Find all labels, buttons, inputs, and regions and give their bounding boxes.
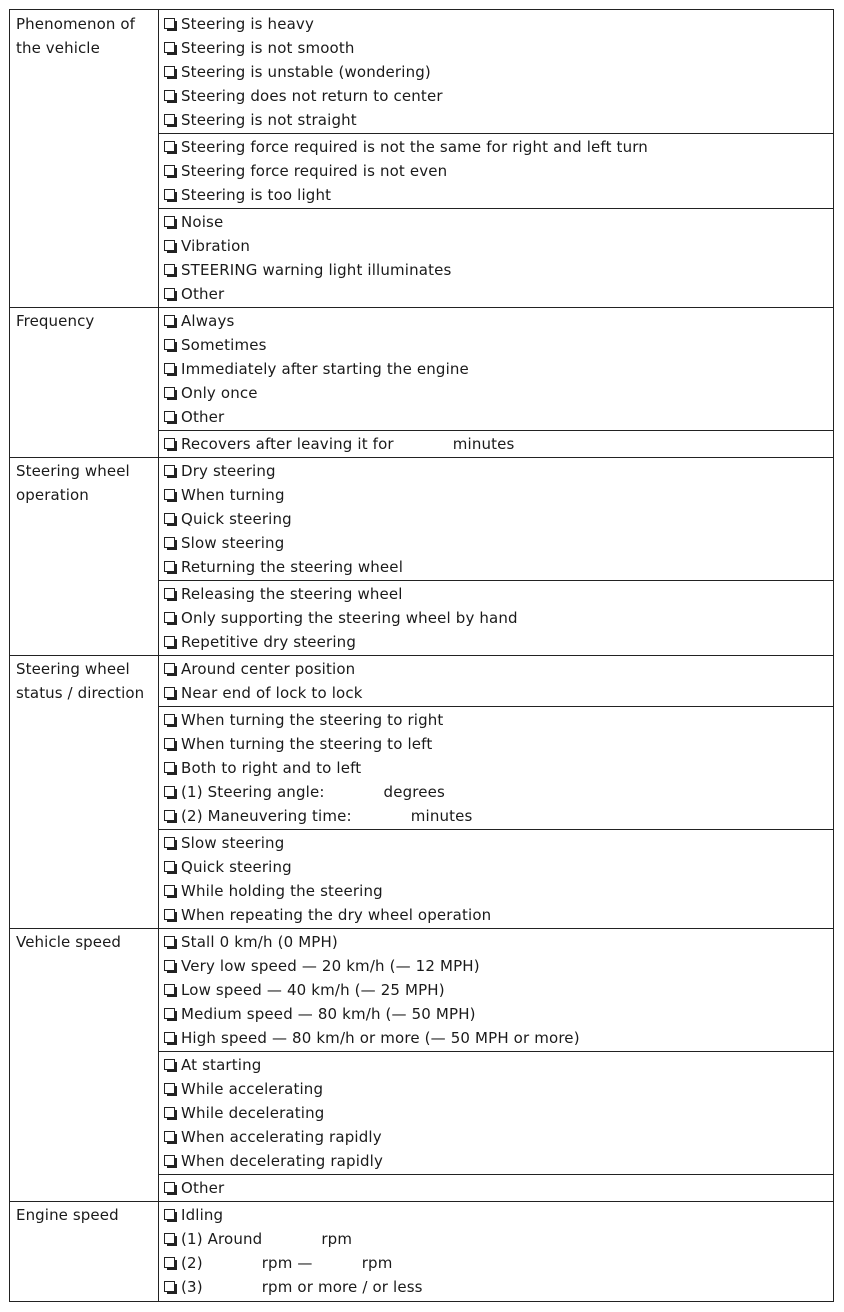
checkbox-icon[interactable]: [164, 984, 175, 995]
checkbox-option[interactable]: [163, 831, 284, 855]
checkbox-icon[interactable]: [164, 687, 175, 698]
category-label: Vehicle speed: [16, 933, 122, 951]
category-label: Steering wheel status / direction: [16, 660, 145, 702]
category-label: Phenomenon of the vehicle: [16, 15, 136, 57]
checkbox-option[interactable]: [163, 36, 355, 60]
section-divider: [10, 457, 833, 458]
checkbox-option[interactable]: [163, 855, 292, 879]
checkbox-icon[interactable]: [164, 489, 175, 500]
checkbox-option[interactable]: [163, 159, 447, 183]
option-label: Steering is too light: [181, 186, 332, 204]
checkbox-icon[interactable]: [164, 1257, 175, 1268]
checkbox-icon[interactable]: [164, 612, 175, 623]
checkbox-option[interactable]: [163, 459, 276, 483]
checkbox-icon[interactable]: [164, 438, 175, 449]
option-label: Only supporting the steering wheel by hand: [181, 609, 518, 627]
option-label: While decelerating: [181, 1104, 325, 1122]
checkbox-option[interactable]: [163, 903, 491, 927]
checkbox-icon[interactable]: [164, 663, 175, 674]
diagnosis-check-sheet: [9, 9, 834, 1302]
option-label: When repeating the dry wheel operation: [181, 906, 492, 924]
checkbox-option[interactable]: [163, 531, 284, 555]
checkbox-icon[interactable]: [164, 513, 175, 524]
checkbox-icon[interactable]: [164, 960, 175, 971]
checkbox-option[interactable]: [163, 60, 431, 84]
group-divider: [158, 133, 833, 134]
checkbox-option[interactable]: [163, 708, 443, 732]
option-label: Immediately after starting the engine: [181, 360, 469, 378]
checkbox-icon[interactable]: [164, 363, 175, 374]
group-divider: [158, 208, 833, 209]
checkbox-option[interactable]: [163, 84, 443, 108]
checkbox-icon[interactable]: [164, 90, 175, 101]
option-label: Repetitive dry steering: [181, 633, 356, 651]
option-label: Idling: [181, 1206, 224, 1224]
checkbox-icon[interactable]: [164, 240, 175, 251]
checkbox-option[interactable]: [163, 381, 258, 405]
option-label: Dry steering: [181, 462, 276, 480]
checkbox-icon[interactable]: [164, 1233, 175, 1244]
option-label: When decelerating rapidly: [181, 1152, 384, 1170]
option-label: Releasing the steering wheel: [181, 585, 403, 603]
checkbox-icon[interactable]: [164, 786, 175, 797]
option-label: Steering is not smooth: [181, 39, 355, 57]
option-label: Always: [181, 312, 235, 330]
checkbox-icon[interactable]: [164, 1155, 175, 1166]
group-divider: [158, 1051, 833, 1052]
checkbox-icon[interactable]: [164, 909, 175, 920]
section-divider: [10, 928, 833, 929]
option-label: Medium speed — 80 km/h (— 50 MPH): [181, 1005, 476, 1023]
option-label: Steering force required is not even: [181, 162, 448, 180]
option-label: Quick steering: [181, 858, 292, 876]
option-label: Near end of lock to lock: [181, 684, 363, 702]
checkbox-option[interactable]: [163, 1053, 261, 1077]
option-label: (3) rpm or more / or less: [181, 1278, 423, 1296]
checkbox-option[interactable]: [163, 630, 356, 654]
checkbox-option[interactable]: [163, 183, 331, 207]
option-label: High speed — 80 km/h or more (— 50 MPH or more): [181, 1029, 580, 1047]
checkbox-icon[interactable]: [164, 264, 175, 275]
checkbox-icon[interactable]: [164, 18, 175, 29]
checkbox-icon[interactable]: [164, 42, 175, 53]
checkbox-icon[interactable]: [164, 810, 175, 821]
checkbox-option[interactable]: [163, 582, 403, 606]
checkbox-icon[interactable]: [164, 411, 175, 422]
option-label: Other: [181, 408, 225, 426]
checkbox-option[interactable]: [163, 210, 223, 234]
option-label: While holding the steering: [181, 882, 383, 900]
checkbox-icon[interactable]: [164, 588, 175, 599]
option-label: Steering force required is not the same for right and left turn: [181, 138, 648, 156]
option-label: Only once: [181, 384, 258, 402]
option-label: Slow steering: [181, 834, 285, 852]
option-label: While accelerating: [181, 1080, 324, 1098]
checkbox-icon[interactable]: [164, 1059, 175, 1070]
option-label: Very low speed — 20 km/h (— 12 MPH): [181, 957, 480, 975]
checkbox-option[interactable]: [163, 732, 432, 756]
option-label: Slow steering: [181, 534, 285, 552]
option-label: Steering is unstable (wondering): [181, 63, 431, 81]
option-label: At starting: [181, 1056, 262, 1074]
checkbox-option[interactable]: [163, 333, 267, 357]
checkbox-icon[interactable]: [164, 738, 175, 749]
category-label: Engine speed: [16, 1206, 119, 1224]
option-label: Other: [181, 1179, 225, 1197]
group-divider: [158, 829, 833, 830]
checkbox-icon[interactable]: [164, 861, 175, 872]
checkbox-option[interactable]: [163, 978, 445, 1002]
checkbox-icon[interactable]: [164, 1209, 175, 1220]
section-divider: [10, 307, 833, 308]
checkbox-option[interactable]: [163, 1203, 223, 1227]
checkbox-icon[interactable]: [164, 189, 175, 200]
checkbox-icon[interactable]: [164, 885, 175, 896]
category-label: Steering wheel operation: [16, 462, 130, 504]
checkbox-icon[interactable]: [164, 216, 175, 227]
group-divider: [158, 430, 833, 431]
checkbox-icon[interactable]: [164, 315, 175, 326]
option-label: When turning: [181, 486, 285, 504]
option-label: When turning the steering to right: [181, 711, 444, 729]
checkbox-option[interactable]: [163, 555, 403, 579]
option-label: Vibration: [181, 237, 251, 255]
option-label: Both to right and to left: [181, 759, 362, 777]
option-label: Recovers after leaving it for minutes: [181, 435, 515, 453]
checkbox-option[interactable]: [163, 357, 469, 381]
checkbox-option[interactable]: [163, 879, 383, 903]
option-label: Other: [181, 285, 225, 303]
checkbox-icon[interactable]: [164, 1182, 175, 1193]
checkbox-icon[interactable]: [164, 1281, 175, 1292]
section-divider: [10, 1201, 833, 1202]
checkbox-icon[interactable]: [164, 561, 175, 572]
option-label: Stall 0 km/h (0 MPH): [181, 933, 338, 951]
group-divider: [158, 1174, 833, 1175]
checkbox-icon[interactable]: [164, 387, 175, 398]
checkbox-icon[interactable]: [164, 762, 175, 773]
option-label: (1) Around rpm: [181, 1230, 353, 1248]
checkbox-option[interactable]: [163, 1149, 383, 1173]
checkbox-option[interactable]: [163, 1101, 324, 1125]
checkbox-option[interactable]: [163, 930, 338, 954]
checkbox-option[interactable]: [163, 483, 285, 507]
checkbox-icon[interactable]: [164, 1008, 175, 1019]
checkbox-icon[interactable]: [164, 114, 175, 125]
checkbox-icon[interactable]: [164, 288, 175, 299]
option-label: When turning the steering to left: [181, 735, 433, 753]
checkbox-option[interactable]: [163, 1275, 423, 1299]
checkbox-option[interactable]: [163, 804, 473, 828]
checkbox-icon[interactable]: [164, 1107, 175, 1118]
checkbox-option[interactable]: [163, 309, 234, 333]
group-divider: [158, 706, 833, 707]
checkbox-option[interactable]: [163, 507, 292, 531]
option-label: When accelerating rapidly: [181, 1128, 382, 1146]
checkbox-option[interactable]: [163, 12, 314, 36]
option-label: Steering is not straight: [181, 111, 357, 129]
option-label: Steering does not return to center: [181, 87, 443, 105]
checkbox-option[interactable]: [163, 405, 224, 429]
checkbox-option[interactable]: [163, 954, 480, 978]
checkbox-icon[interactable]: [164, 936, 175, 947]
category-label: Frequency: [16, 312, 95, 330]
checkbox-option[interactable]: [163, 1026, 580, 1050]
checkbox-option[interactable]: [163, 756, 361, 780]
checkbox-option[interactable]: [163, 681, 363, 705]
group-divider: [158, 580, 833, 581]
option-label: Around center position: [181, 660, 356, 678]
checkbox-option[interactable]: [163, 135, 648, 159]
option-label: (2) Maneuvering time: minutes: [181, 807, 473, 825]
checkbox-option[interactable]: [163, 1251, 392, 1275]
option-label: Noise: [181, 213, 224, 231]
checkbox-icon[interactable]: [164, 1083, 175, 1094]
option-label: Low speed — 40 km/h (— 25 MPH): [181, 981, 445, 999]
checkbox-option[interactable]: [163, 1176, 224, 1200]
checkbox-icon[interactable]: [164, 165, 175, 176]
option-label: (1) Steering angle: degrees: [181, 783, 445, 801]
checkbox-option[interactable]: [163, 1125, 382, 1149]
checkbox-icon[interactable]: [164, 141, 175, 152]
checkbox-option[interactable]: [163, 606, 518, 630]
option-label: Returning the steering wheel: [181, 558, 404, 576]
checkbox-option[interactable]: [163, 432, 515, 456]
checkbox-icon[interactable]: [164, 714, 175, 725]
option-label: (2) rpm — rpm: [181, 1254, 393, 1272]
checkbox-icon[interactable]: [164, 837, 175, 848]
option-label: STEERING warning light illuminates: [181, 261, 452, 279]
checkbox-option[interactable]: [163, 1002, 476, 1026]
checkbox-icon[interactable]: [164, 1131, 175, 1142]
checkbox-icon[interactable]: [164, 636, 175, 647]
option-label: Quick steering: [181, 510, 292, 528]
option-label: Sometimes: [181, 336, 267, 354]
checkbox-option[interactable]: [163, 282, 224, 306]
checkbox-icon[interactable]: [164, 66, 175, 77]
checkbox-icon[interactable]: [164, 1032, 175, 1043]
checkbox-option[interactable]: [163, 1077, 323, 1101]
checkbox-icon[interactable]: [164, 339, 175, 350]
checkbox-icon[interactable]: [164, 537, 175, 548]
checkbox-option[interactable]: [163, 108, 357, 132]
checkbox-option[interactable]: [163, 234, 250, 258]
checkbox-option[interactable]: [163, 657, 355, 681]
checkbox-option[interactable]: [163, 1227, 352, 1251]
option-label: Steering is heavy: [181, 15, 314, 33]
checkbox-option[interactable]: [163, 780, 445, 804]
section-divider: [10, 655, 833, 656]
checkbox-option[interactable]: [163, 258, 451, 282]
checkbox-icon[interactable]: [164, 465, 175, 476]
